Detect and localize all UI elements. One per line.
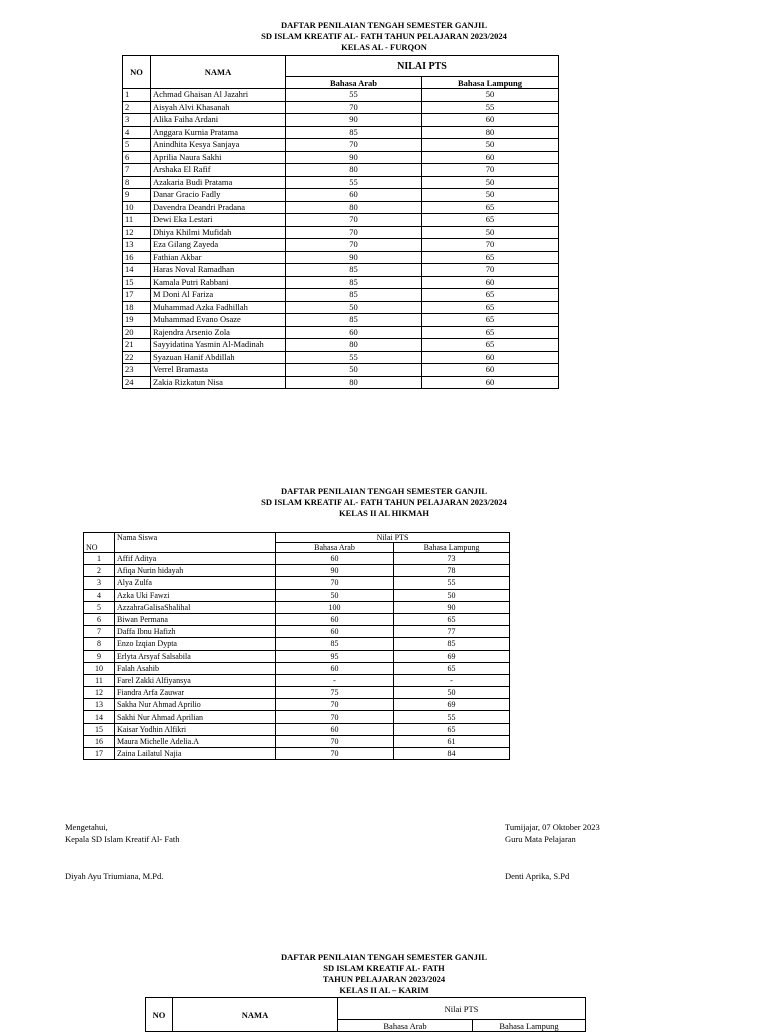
score-bahasa-arab: 80 — [286, 376, 422, 389]
row-number: 9 — [84, 650, 115, 662]
student-name: Sayyidatina Yasmin Al-Madinah — [151, 339, 286, 352]
row-number: 13 — [84, 699, 115, 711]
score-bahasa-lampung: 77 — [394, 626, 510, 638]
score-bahasa-lampung: 50 — [422, 89, 559, 102]
header-nilai-pts: NILAI PTS — [286, 56, 559, 77]
row-number: 16 — [84, 735, 115, 747]
score-bahasa-arab: 50 — [286, 364, 422, 377]
row-number: 16 — [123, 251, 151, 264]
header-no: NO — [84, 533, 115, 553]
score-bahasa-lampung: 65 — [422, 314, 559, 327]
table-row — [123, 351, 559, 364]
student-name: Muhammad Azka Fadhillah — [151, 301, 286, 314]
student-name: Aisyah Alvi Khasanah — [151, 101, 286, 114]
table-row — [123, 164, 559, 177]
table-row — [123, 301, 559, 314]
row-number: 10 — [123, 201, 151, 214]
score-bahasa-arab: 60 — [286, 326, 422, 339]
row-number: 1 — [123, 89, 151, 102]
table-row — [123, 139, 559, 152]
table-row — [123, 376, 559, 389]
row-number: 23 — [123, 364, 151, 377]
table-row — [84, 589, 510, 601]
score-bahasa-lampung: 65 — [394, 723, 510, 735]
row-number: 6 — [84, 613, 115, 625]
score-bahasa-lampung: - — [394, 674, 510, 686]
score-bahasa-lampung: 55 — [422, 101, 559, 114]
score-bahasa-arab: 80 — [286, 164, 422, 177]
doc2-table-body — [84, 553, 510, 760]
row-number: 22 — [123, 351, 151, 364]
score-bahasa-arab: 90 — [286, 114, 422, 127]
score-bahasa-lampung: 60 — [422, 276, 559, 289]
score-bahasa-arab: 80 — [286, 339, 422, 352]
table-row — [84, 553, 510, 565]
student-name: Davendra Deandri Pradana — [151, 201, 286, 214]
score-bahasa-lampung: 50 — [422, 189, 559, 202]
table-row — [123, 314, 559, 327]
score-bahasa-arab: 85 — [286, 314, 422, 327]
score-bahasa-arab: 60 — [276, 613, 394, 625]
table-row — [123, 151, 559, 164]
doc1-table-body — [123, 89, 559, 389]
student-name: Danar Gracio Fadly — [151, 189, 286, 202]
row-number: 2 — [84, 565, 115, 577]
row-number: 11 — [84, 674, 115, 686]
score-bahasa-lampung: 50 — [422, 176, 559, 189]
student-name: Azakaria Budi Pratama — [151, 176, 286, 189]
student-name: Alya Zulfa — [115, 577, 276, 589]
row-number: 20 — [123, 326, 151, 339]
row-number: 18 — [123, 301, 151, 314]
score-bahasa-arab: 55 — [286, 351, 422, 364]
student-name: Muhammad Evano Osaze — [151, 314, 286, 327]
score-bahasa-lampung: 70 — [422, 264, 559, 277]
student-name: Maura Michelle Adelia.A — [115, 735, 276, 747]
table-row — [123, 226, 559, 239]
score-bahasa-lampung: 50 — [422, 226, 559, 239]
row-number: 14 — [123, 264, 151, 277]
score-bahasa-lampung: 65 — [422, 326, 559, 339]
table-row — [123, 214, 559, 227]
table-row — [84, 638, 510, 650]
score-bahasa-arab: 95 — [276, 650, 394, 662]
row-number: 2 — [123, 101, 151, 114]
signature-right — [505, 821, 600, 845]
score-bahasa-arab: 60 — [276, 723, 394, 735]
row-number: 17 — [84, 748, 115, 760]
score-bahasa-lampung: 65 — [422, 214, 559, 227]
table-row — [123, 289, 559, 302]
doc2-title-line: KELAS II AL HIKMAH — [339, 508, 429, 518]
score-bahasa-arab: 70 — [276, 711, 394, 723]
student-name: Kamala Putri Rabbani — [151, 276, 286, 289]
row-number: 7 — [84, 626, 115, 638]
header-nama-siswa: Nama Siswa — [115, 533, 276, 553]
score-bahasa-lampung: 69 — [394, 699, 510, 711]
doc1-title-line: KELAS AL - FURQON — [341, 42, 427, 52]
score-bahasa-lampung: 60 — [422, 114, 559, 127]
score-bahasa-lampung: 70 — [422, 164, 559, 177]
score-bahasa-arab: 85 — [276, 638, 394, 650]
score-bahasa-lampung: 65 — [394, 613, 510, 625]
table-row — [123, 176, 559, 189]
student-name: Fathian Akbar — [151, 251, 286, 264]
score-bahasa-arab: 70 — [286, 139, 422, 152]
doc3-title-line: SD ISLAM KREATIF AL- FATH — [323, 963, 445, 973]
table-row — [84, 626, 510, 638]
student-name: Affif Aditya — [115, 553, 276, 565]
score-bahasa-arab: 70 — [286, 214, 422, 227]
score-bahasa-arab: 60 — [276, 662, 394, 674]
student-name: Biwan Permana — [115, 613, 276, 625]
header-nilai-pts: Nilai PTS — [338, 998, 586, 1020]
doc1-grades-table — [122, 55, 559, 389]
doc1-title-line: SD ISLAM KREATIF AL- FATH TAHUN PELAJARAN 2023/2024 — [261, 31, 507, 41]
score-bahasa-arab: 70 — [276, 699, 394, 711]
table-row — [123, 339, 559, 352]
row-number: 11 — [123, 214, 151, 227]
table-row — [84, 748, 510, 760]
student-name: Sakha Nur Ahmad Aprilio — [115, 699, 276, 711]
table-row — [84, 577, 510, 589]
signature-left-name: Diyah Ayu Triumiana, M.Pd. — [65, 871, 164, 881]
header-nama: NAMA — [173, 998, 338, 1032]
student-name: AzzahraGalisaShalihal — [115, 601, 276, 613]
score-bahasa-lampung: 50 — [394, 687, 510, 699]
row-number: 8 — [84, 638, 115, 650]
score-bahasa-lampung: 60 — [422, 364, 559, 377]
table-row — [123, 326, 559, 339]
row-number: 8 — [123, 176, 151, 189]
table-row — [84, 674, 510, 686]
score-bahasa-arab: 70 — [276, 735, 394, 747]
student-name: Alika Faiha Ardani — [151, 114, 286, 127]
student-name: Afiqa Nurin hidayah — [115, 565, 276, 577]
header-bahasa-lampung: Bahasa Lampung — [422, 77, 559, 89]
header-bahasa-arab: Bahasa Arab — [338, 1020, 473, 1032]
score-bahasa-lampung: 61 — [394, 735, 510, 747]
score-bahasa-arab: 85 — [286, 126, 422, 139]
table-row — [84, 650, 510, 662]
score-bahasa-lampung: 50 — [394, 589, 510, 601]
score-bahasa-arab: 85 — [286, 264, 422, 277]
student-name: Dhiya Khilmi Mufidah — [151, 226, 286, 239]
score-bahasa-arab: 85 — [286, 289, 422, 302]
table-row — [84, 711, 510, 723]
student-name: Dewi Eka Lestari — [151, 214, 286, 227]
score-bahasa-arab: 75 — [276, 687, 394, 699]
table-row — [123, 276, 559, 289]
student-name: Eza Gilang Zayeda — [151, 239, 286, 252]
row-number: 19 — [123, 314, 151, 327]
student-name: Farel Zakki Alfiyansya — [115, 674, 276, 686]
score-bahasa-arab: 55 — [286, 89, 422, 102]
row-number: 15 — [84, 723, 115, 735]
table-row — [123, 114, 559, 127]
doc3-title-line: KELAS II AL – KARIM — [339, 985, 429, 995]
signature-right-line1: Tumijajar, 07 Oktober 2023 — [505, 822, 600, 832]
table-row — [123, 101, 559, 114]
table-row — [123, 251, 559, 264]
student-name: Fiandra Arfa Zauwar — [115, 687, 276, 699]
score-bahasa-arab: 70 — [286, 101, 422, 114]
doc2-title-line: SD ISLAM KREATIF AL- FATH TAHUN PELAJARAN 2023/2024 — [261, 497, 507, 507]
score-bahasa-lampung: 70 — [422, 239, 559, 252]
table-row — [123, 89, 559, 102]
header-no: NO — [146, 998, 173, 1032]
score-bahasa-arab: 60 — [276, 553, 394, 565]
row-number: 3 — [123, 114, 151, 127]
header-bahasa-arab: Bahasa Arab — [276, 543, 394, 553]
row-number: 1 — [84, 553, 115, 565]
row-number: 14 — [84, 711, 115, 723]
student-name: Zakia Rizkatun Nisa — [151, 376, 286, 389]
score-bahasa-arab: 90 — [276, 565, 394, 577]
student-name: Azka Uki Fawzi — [115, 589, 276, 601]
student-name: Anindhita Kesya Sanjaya — [151, 139, 286, 152]
score-bahasa-arab: 60 — [286, 189, 422, 202]
student-name: Erlyta Arsyaf Salsabila — [115, 650, 276, 662]
table-row — [84, 662, 510, 674]
student-name: Sakhi Nur Ahmad Aprilian — [115, 711, 276, 723]
row-number: 3 — [84, 577, 115, 589]
row-number: 12 — [84, 687, 115, 699]
score-bahasa-arab: 90 — [286, 151, 422, 164]
score-bahasa-lampung: 85 — [394, 638, 510, 650]
doc3-title-line: DAFTAR PENILAIAN TENGAH SEMESTER GANJIL — [280, 952, 488, 962]
table-row — [123, 364, 559, 377]
score-bahasa-arab: 80 — [286, 201, 422, 214]
row-number: 10 — [84, 662, 115, 674]
score-bahasa-lampung: 65 — [394, 662, 510, 674]
student-name: Verrel Bramasta — [151, 364, 286, 377]
score-bahasa-arab: 70 — [286, 226, 422, 239]
score-bahasa-lampung: 65 — [422, 201, 559, 214]
row-number: 4 — [84, 589, 115, 601]
header-no: NO — [123, 56, 151, 89]
score-bahasa-lampung: 65 — [422, 251, 559, 264]
score-bahasa-lampung: 73 — [394, 553, 510, 565]
score-bahasa-lampung: 65 — [422, 301, 559, 314]
doc2-title-block — [0, 486, 768, 519]
score-bahasa-arab: 55 — [286, 176, 422, 189]
score-bahasa-arab: 50 — [286, 301, 422, 314]
table-row — [84, 723, 510, 735]
table-row — [84, 601, 510, 613]
header-nilai-pts: Nilai PTS — [276, 533, 510, 543]
row-number: 13 — [123, 239, 151, 252]
score-bahasa-arab: 60 — [276, 626, 394, 638]
score-bahasa-lampung: 60 — [422, 376, 559, 389]
row-number: 4 — [123, 126, 151, 139]
score-bahasa-arab: 70 — [276, 748, 394, 760]
score-bahasa-lampung: 60 — [422, 351, 559, 364]
score-bahasa-lampung: 84 — [394, 748, 510, 760]
table-row — [84, 687, 510, 699]
student-name: M Doni Al Fariza — [151, 289, 286, 302]
row-number: 5 — [84, 601, 115, 613]
doc3-grades-table — [145, 997, 586, 1032]
score-bahasa-lampung: 78 — [394, 565, 510, 577]
score-bahasa-lampung: 65 — [422, 339, 559, 352]
row-number: 17 — [123, 289, 151, 302]
table-row — [123, 189, 559, 202]
table-row — [123, 239, 559, 252]
doc3-title-line: TAHUN PELAJARAN 2023/2024 — [322, 974, 446, 984]
signature-right-line2: Guru Mata Pelajaran — [505, 834, 576, 844]
row-number: 5 — [123, 139, 151, 152]
doc2-grades-table — [83, 532, 510, 760]
student-name: Syazuan Hanif Abdillah — [151, 351, 286, 364]
score-bahasa-lampung: 55 — [394, 711, 510, 723]
student-name: Zaina Lailatul Najia — [115, 748, 276, 760]
signature-left — [65, 821, 179, 845]
doc2-title-line: DAFTAR PENILAIAN TENGAH SEMESTER GANJIL — [280, 486, 488, 496]
student-name: Aprilia Naura Sakhi — [151, 151, 286, 164]
table-row — [123, 126, 559, 139]
row-number: 21 — [123, 339, 151, 352]
score-bahasa-lampung: 65 — [422, 289, 559, 302]
doc3-title-block — [0, 952, 768, 996]
score-bahasa-lampung: 60 — [422, 151, 559, 164]
score-bahasa-arab: - — [276, 674, 394, 686]
signature-right-name: Denti Aprika, S.Pd — [505, 871, 570, 881]
signature-left-line2: Kepala SD Islam Kreatif Al- Fath — [65, 834, 180, 844]
header-bahasa-lampung: Bahasa Lampung — [473, 1020, 586, 1032]
student-name: Arshaka El Rafif — [151, 164, 286, 177]
table-row — [84, 699, 510, 711]
score-bahasa-arab: 70 — [276, 577, 394, 589]
student-name: Kaisar Yodhin Alfikri — [115, 723, 276, 735]
row-number: 6 — [123, 151, 151, 164]
score-bahasa-arab: 90 — [286, 251, 422, 264]
row-number: 9 — [123, 189, 151, 202]
score-bahasa-lampung: 50 — [422, 139, 559, 152]
row-number: 24 — [123, 376, 151, 389]
score-bahasa-lampung: 55 — [394, 577, 510, 589]
signature-left-line1: Mengetahui, — [65, 822, 108, 832]
student-name: Enzo Izqian Dypta — [115, 638, 276, 650]
student-name: Haras Noval Ramadhan — [151, 264, 286, 277]
student-name: Anggara Kurnia Pratama — [151, 126, 286, 139]
row-number: 7 — [123, 164, 151, 177]
score-bahasa-arab: 100 — [276, 601, 394, 613]
doc1-title-block — [0, 20, 768, 53]
row-number: 12 — [123, 226, 151, 239]
table-row — [123, 201, 559, 214]
table-row — [84, 565, 510, 577]
student-name: Rajendra Arsenio Zola — [151, 326, 286, 339]
score-bahasa-lampung: 90 — [394, 601, 510, 613]
header-bahasa-arab: Bahasa Arab — [286, 77, 422, 89]
score-bahasa-lampung: 69 — [394, 650, 510, 662]
student-name: Achmad Ghaisan Al Jazahri — [151, 89, 286, 102]
score-bahasa-arab: 85 — [286, 276, 422, 289]
table-row — [84, 613, 510, 625]
row-number: 15 — [123, 276, 151, 289]
header-nama: NAMA — [151, 56, 286, 89]
score-bahasa-arab: 50 — [276, 589, 394, 601]
student-name: Falah Asahib — [115, 662, 276, 674]
student-name: Daffa Ibnu Hafizh — [115, 626, 276, 638]
score-bahasa-arab: 70 — [286, 239, 422, 252]
score-bahasa-lampung: 80 — [422, 126, 559, 139]
doc1-title-line: DAFTAR PENILAIAN TENGAH SEMESTER GANJIL — [280, 20, 488, 30]
table-row — [84, 735, 510, 747]
header-bahasa-lampung: Bahasa Lampung — [394, 543, 510, 553]
table-row — [123, 264, 559, 277]
